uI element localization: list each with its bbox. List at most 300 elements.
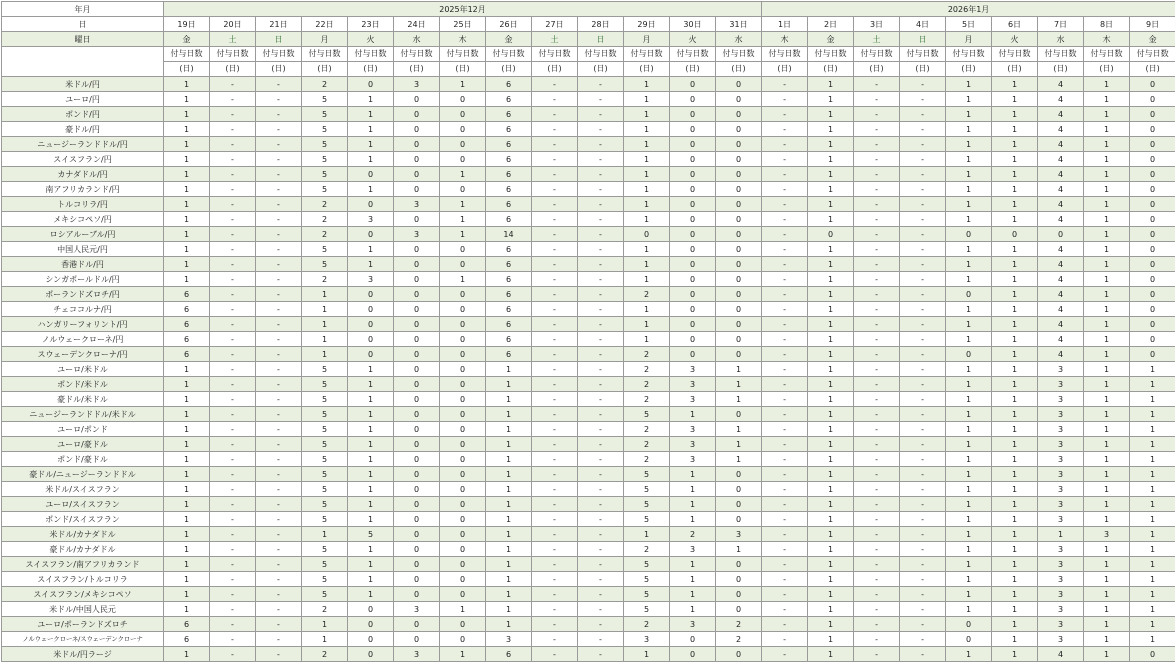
grant-days-cell: - [900, 482, 946, 497]
grant-days-cell: 1 [992, 437, 1038, 452]
grant-days-cell: 0 [348, 647, 394, 662]
grant-days-cell: - [762, 182, 808, 197]
grant-days-cell: 6 [486, 317, 532, 332]
grant-days-cell: 0 [716, 182, 762, 197]
grant-days-cell: - [762, 587, 808, 602]
unit-suffix-header: (日) [900, 62, 946, 77]
grant-days-cell: 1 [946, 362, 992, 377]
grant-days-cell: - [854, 527, 900, 542]
grant-days-cell: 1 [486, 617, 532, 632]
grant-days-cell: 5 [302, 497, 348, 512]
grant-days-cell: 1 [348, 92, 394, 107]
grant-days-cell: 1 [486, 422, 532, 437]
grant-days-cell: 0 [716, 332, 762, 347]
grant-days-cell: - [256, 497, 302, 512]
grant-days-cell: 0 [440, 497, 486, 512]
grant-days-cell: 5 [302, 167, 348, 182]
grant-days-cell: - [210, 392, 256, 407]
grant-days-cell: - [210, 302, 256, 317]
grant-days-cell: - [578, 392, 624, 407]
grant-days-cell: - [256, 152, 302, 167]
grant-days-cell: 3 [1038, 422, 1084, 437]
grant-days-cell: 0 [670, 77, 716, 92]
grant-days-cell: - [900, 572, 946, 587]
grant-days-cell: 0 [394, 392, 440, 407]
grant-days-cell: 1 [1130, 467, 1175, 482]
grant-days-cell: 6 [164, 332, 210, 347]
grant-days-cell: 5 [302, 107, 348, 122]
grant-days-cell: 4 [1038, 197, 1084, 212]
grant-days-cell: 0 [440, 512, 486, 527]
grant-days-cell: 1 [808, 242, 854, 257]
grant-days-cell: 1 [302, 317, 348, 332]
grant-days-cell: 1 [992, 632, 1038, 647]
grant-days-cell: 5 [624, 572, 670, 587]
day-header: 2日 [808, 17, 854, 32]
currency-pair-name: ニュージーランドドル/円 [2, 137, 164, 152]
grant-days-cell: - [854, 512, 900, 527]
grant-days-cell: 2 [302, 602, 348, 617]
day-header: 28日 [578, 17, 624, 32]
table-row [2, 182, 1175, 197]
grant-days-cell: 1 [302, 287, 348, 302]
grant-days-cell: - [762, 632, 808, 647]
grant-days-cell: 1 [1084, 467, 1130, 482]
grant-days-cell: - [256, 347, 302, 362]
grant-days-cell: 3 [1038, 362, 1084, 377]
grant-days-cell: - [210, 362, 256, 377]
grant-days-cell: - [900, 647, 946, 662]
unit-header: 付与日数 [762, 47, 808, 62]
grant-days-cell: 6 [486, 122, 532, 137]
table-row [2, 287, 1175, 302]
grant-days-cell: - [854, 452, 900, 467]
grant-days-cell: 0 [1130, 242, 1175, 257]
grant-days-cell: 0 [808, 227, 854, 242]
grant-days-cell: 4 [1038, 122, 1084, 137]
table-row [2, 317, 1175, 332]
grant-days-cell: 0 [946, 632, 992, 647]
grant-days-cell: 0 [440, 257, 486, 272]
grant-days-cell: 0 [716, 587, 762, 602]
grant-days-cell: - [578, 107, 624, 122]
grant-days-cell: 0 [394, 287, 440, 302]
grant-days-cell: 0 [670, 182, 716, 197]
unit-header: 付与日数 [900, 47, 946, 62]
grant-days-cell: 0 [946, 227, 992, 242]
unit-header: 付与日数 [302, 47, 348, 62]
grant-days-cell: 5 [302, 512, 348, 527]
grant-days-cell: 0 [394, 272, 440, 287]
grant-days-cell: - [532, 362, 578, 377]
grant-days-cell: - [762, 437, 808, 452]
grant-days-cell: 1 [992, 107, 1038, 122]
grant-days-cell: - [532, 317, 578, 332]
grant-days-cell: 1 [808, 392, 854, 407]
grant-days-cell: - [854, 587, 900, 602]
grant-days-cell: 1 [1084, 212, 1130, 227]
grant-days-cell: 1 [1084, 512, 1130, 527]
grant-days-cell: - [532, 497, 578, 512]
grant-days-cell: - [900, 317, 946, 332]
currency-pair-name: 豪ドル/米ドル [2, 392, 164, 407]
grant-days-cell: - [900, 122, 946, 137]
table-body [2, 77, 1175, 662]
grant-days-cell: 1 [1130, 602, 1175, 617]
grant-days-cell: - [532, 152, 578, 167]
table-row [2, 242, 1175, 257]
grant-days-cell: 1 [624, 272, 670, 287]
grant-days-cell: 5 [302, 557, 348, 572]
grant-days-cell: 1 [164, 122, 210, 137]
grant-days-cell: - [762, 482, 808, 497]
grant-days-cell: - [578, 632, 624, 647]
grant-days-cell: - [578, 422, 624, 437]
grant-days-cell: - [532, 452, 578, 467]
weekday-header: 火 [992, 32, 1038, 47]
grant-days-cell: 1 [670, 572, 716, 587]
grant-days-cell: 1 [808, 602, 854, 617]
grant-days-cell: 4 [1038, 212, 1084, 227]
grant-days-cell: - [532, 212, 578, 227]
grant-days-cell: 1 [808, 272, 854, 287]
grant-days-cell: 0 [394, 317, 440, 332]
weekday-header: 月 [946, 32, 992, 47]
grant-days-cell: - [210, 422, 256, 437]
grant-days-cell: 0 [348, 617, 394, 632]
grant-days-cell: 1 [486, 527, 532, 542]
grant-days-cell: 0 [440, 92, 486, 107]
grant-days-cell: - [532, 137, 578, 152]
grant-days-cell: 1 [348, 362, 394, 377]
grant-days-cell: - [854, 197, 900, 212]
grant-days-cell: - [900, 632, 946, 647]
day-header: 9日 [1130, 17, 1175, 32]
grant-days-cell: 0 [348, 317, 394, 332]
table-row [2, 227, 1175, 242]
grant-days-cell: 1 [624, 242, 670, 257]
grant-days-cell: - [900, 242, 946, 257]
grant-days-cell: 6 [486, 347, 532, 362]
grant-days-cell: - [256, 122, 302, 137]
grant-days-cell: 0 [1130, 107, 1175, 122]
grant-days-cell: 0 [716, 137, 762, 152]
grant-days-cell: 0 [670, 107, 716, 122]
grant-days-cell: 0 [670, 152, 716, 167]
currency-pair-name: メキシコペソ/円 [2, 212, 164, 227]
grant-days-cell: - [578, 557, 624, 572]
unit-suffix-header: (日) [210, 62, 256, 77]
grant-days-cell: 0 [670, 287, 716, 302]
grant-days-cell: 6 [164, 617, 210, 632]
grant-days-cell: - [578, 197, 624, 212]
grant-days-cell: - [578, 512, 624, 527]
grant-days-cell: 5 [624, 482, 670, 497]
grant-days-cell: 5 [302, 257, 348, 272]
grant-days-cell: - [578, 572, 624, 587]
grant-days-cell: - [532, 257, 578, 272]
grant-days-cell: - [578, 647, 624, 662]
grant-days-cell: - [578, 527, 624, 542]
grant-days-cell: 4 [1038, 272, 1084, 287]
grant-days-cell: 0 [394, 422, 440, 437]
grant-days-cell: - [256, 602, 302, 617]
grant-days-cell: - [578, 212, 624, 227]
grant-days-cell: - [256, 362, 302, 377]
grant-days-cell: - [532, 467, 578, 482]
grant-days-cell: 0 [716, 557, 762, 572]
grant-days-cell: 5 [302, 152, 348, 167]
currency-pair-name: 米ドル/円ラージ [2, 647, 164, 662]
grant-days-cell: 0 [670, 197, 716, 212]
grant-days-cell: - [900, 332, 946, 347]
grant-days-cell: - [762, 617, 808, 632]
grant-days-cell: - [762, 512, 808, 527]
grant-days-cell: 2 [302, 197, 348, 212]
grant-days-cell: 1 [486, 602, 532, 617]
table-row [2, 617, 1175, 632]
grant-days-cell: 0 [716, 107, 762, 122]
unit-suffix-header: (日) [854, 62, 900, 77]
grant-days-cell: 0 [440, 182, 486, 197]
grant-days-cell: - [578, 317, 624, 332]
grant-days-cell: 1 [946, 317, 992, 332]
grant-days-cell: 0 [1130, 137, 1175, 152]
grant-days-cell: - [854, 242, 900, 257]
grant-days-cell: - [532, 92, 578, 107]
grant-days-cell: 1 [164, 437, 210, 452]
grant-days-cell: 1 [486, 392, 532, 407]
grant-days-cell: 0 [946, 287, 992, 302]
grant-days-cell: 3 [1038, 617, 1084, 632]
grant-days-cell: 0 [440, 542, 486, 557]
grant-days-cell: 3 [1038, 497, 1084, 512]
grant-days-cell: 1 [486, 512, 532, 527]
grant-days-cell: 1 [1084, 392, 1130, 407]
grant-days-cell: 3 [670, 422, 716, 437]
grant-days-cell: 1 [624, 647, 670, 662]
grant-days-cell: 5 [302, 437, 348, 452]
grant-days-cell: 0 [440, 122, 486, 137]
unit-suffix-header: (日) [532, 62, 578, 77]
grant-days-cell: - [900, 362, 946, 377]
grant-days-cell: 1 [992, 377, 1038, 392]
weekday-header: 金 [486, 32, 532, 47]
grant-days-cell: - [900, 422, 946, 437]
grant-days-cell: 1 [992, 332, 1038, 347]
grant-days-cell: 4 [1038, 92, 1084, 107]
grant-days-cell: 0 [716, 227, 762, 242]
grant-days-cell: 1 [992, 167, 1038, 182]
grant-days-cell: 0 [348, 302, 394, 317]
grant-days-cell: - [854, 467, 900, 482]
grant-days-cell: 1 [716, 437, 762, 452]
grant-days-cell: 1 [808, 77, 854, 92]
grant-days-cell: 5 [302, 122, 348, 137]
grant-days-cell: - [578, 302, 624, 317]
grant-days-cell: - [210, 257, 256, 272]
grant-days-cell: 1 [808, 617, 854, 632]
grant-days-cell: 1 [348, 542, 394, 557]
grant-days-cell: 1 [348, 437, 394, 452]
grant-days-cell: - [532, 197, 578, 212]
grant-days-cell: - [256, 377, 302, 392]
grant-days-cell: 3 [486, 632, 532, 647]
grant-days-cell: 0 [716, 467, 762, 482]
unit-header: 付与日数 [624, 47, 670, 62]
grant-days-cell: 6 [486, 287, 532, 302]
grant-days-cell: - [854, 617, 900, 632]
day-header: 3日 [854, 17, 900, 32]
grant-days-cell: 1 [992, 497, 1038, 512]
currency-pair-name: ハンガリーフォリント/円 [2, 317, 164, 332]
grant-days-cell: - [256, 212, 302, 227]
grant-days-cell: - [256, 467, 302, 482]
unit-header: 付与日数 [256, 47, 302, 62]
grant-days-cell: 1 [992, 482, 1038, 497]
grant-days-cell: 1 [486, 497, 532, 512]
grant-days-cell: 1 [164, 362, 210, 377]
grant-days-cell: 1 [164, 542, 210, 557]
grant-days-cell: 6 [486, 137, 532, 152]
grant-days-cell: - [762, 332, 808, 347]
table-row [2, 392, 1175, 407]
grant-days-cell: 6 [486, 332, 532, 347]
unit-suffix-header: (日) [164, 62, 210, 77]
grant-days-cell: - [210, 467, 256, 482]
day-header: 24日 [394, 17, 440, 32]
grant-days-cell: 0 [394, 212, 440, 227]
grant-days-cell: - [900, 257, 946, 272]
grant-days-cell: - [854, 92, 900, 107]
grant-days-cell: 3 [624, 632, 670, 647]
grant-days-cell: - [762, 167, 808, 182]
grant-days-cell: 1 [164, 482, 210, 497]
table-row [2, 497, 1175, 512]
grant-days-cell: 1 [946, 77, 992, 92]
unit-header: 付与日数 [578, 47, 624, 62]
grant-days-cell: 4 [1038, 152, 1084, 167]
grant-days-cell: 1 [624, 182, 670, 197]
grant-days-cell: 1 [348, 242, 394, 257]
grant-days-cell: 5 [624, 602, 670, 617]
grant-days-cell: 1 [992, 182, 1038, 197]
grant-days-cell: - [762, 467, 808, 482]
table-row [2, 452, 1175, 467]
grant-days-cell: 1 [1084, 107, 1130, 122]
grant-days-cell: 5 [624, 497, 670, 512]
grant-days-cell: - [256, 257, 302, 272]
grant-days-cell: 6 [486, 182, 532, 197]
grant-days-cell: 2 [302, 227, 348, 242]
weekday-header: 火 [348, 32, 394, 47]
grant-days-cell: 1 [992, 587, 1038, 602]
grant-days-cell: 1 [624, 92, 670, 107]
grant-days-cell: - [854, 377, 900, 392]
grant-days-cell: 1 [808, 287, 854, 302]
grant-days-cell: 0 [440, 287, 486, 302]
grant-days-cell: 1 [992, 77, 1038, 92]
grant-days-cell: 1 [946, 497, 992, 512]
grant-days-cell: - [578, 467, 624, 482]
grant-days-cell: 5 [302, 587, 348, 602]
grant-days-cell: 1 [348, 152, 394, 167]
grant-days-cell: - [256, 572, 302, 587]
grant-days-cell: 0 [440, 377, 486, 392]
grant-days-cell: - [854, 122, 900, 137]
unit-suffix-header: (日) [1038, 62, 1084, 77]
grant-days-cell: 1 [1084, 497, 1130, 512]
day-header: 4日 [900, 17, 946, 32]
grant-days-cell: 1 [946, 452, 992, 467]
grant-days-cell: 6 [486, 212, 532, 227]
day-header: 19日 [164, 17, 210, 32]
grant-days-cell: - [900, 197, 946, 212]
grant-days-cell: - [256, 632, 302, 647]
grant-days-cell: 14 [486, 227, 532, 242]
grant-days-cell: 3 [670, 542, 716, 557]
grant-days-cell: 0 [716, 77, 762, 92]
grant-days-cell: 1 [808, 302, 854, 317]
grant-days-cell: 0 [348, 197, 394, 212]
grant-days-cell: 1 [808, 482, 854, 497]
unit-header: 付与日数 [1084, 47, 1130, 62]
grant-days-cell: 2 [624, 422, 670, 437]
grant-days-cell: 0 [716, 287, 762, 302]
grant-days-cell: - [210, 242, 256, 257]
grant-days-cell: - [762, 407, 808, 422]
grant-days-cell: 5 [624, 557, 670, 572]
currency-pair-name: 豪ドル/カナダドル [2, 542, 164, 557]
unit-header: 付与日数 [946, 47, 992, 62]
grant-days-cell: - [256, 77, 302, 92]
currency-pair-name: スイスフラン/南アフリカランド [2, 557, 164, 572]
grant-days-cell: 0 [716, 482, 762, 497]
table-row [2, 362, 1175, 377]
grant-days-cell: - [578, 347, 624, 362]
grant-days-cell: 0 [394, 497, 440, 512]
grant-days-cell: - [256, 512, 302, 527]
unit-suffix-header: (日) [1084, 62, 1130, 77]
grant-days-cell: 1 [946, 272, 992, 287]
grant-days-cell: 1 [486, 557, 532, 572]
grant-days-cell: 1 [164, 242, 210, 257]
grant-days-cell: 0 [1130, 182, 1175, 197]
table-row [2, 332, 1175, 347]
grant-days-cell: - [900, 182, 946, 197]
grant-days-cell: - [256, 392, 302, 407]
unit-header: 付与日数 [348, 47, 394, 62]
currency-pair-name: スイスフラン/円 [2, 152, 164, 167]
grant-days-cell: 1 [992, 542, 1038, 557]
table-row [2, 347, 1175, 362]
grant-days-cell: 5 [624, 587, 670, 602]
currency-pair-name: スウェーデンクローナ/円 [2, 347, 164, 362]
unit-header: 付与日数 [808, 47, 854, 62]
grant-days-cell: - [762, 452, 808, 467]
grant-days-cell: - [854, 482, 900, 497]
unit-header: 付与日数 [992, 47, 1038, 62]
grant-days-cell: 1 [992, 617, 1038, 632]
grant-days-cell: 1 [992, 602, 1038, 617]
grant-days-cell: 0 [394, 587, 440, 602]
grant-days-cell: 0 [348, 287, 394, 302]
weekday-header: 日 [578, 32, 624, 47]
table-row [2, 542, 1175, 557]
grant-days-cell: 3 [1038, 467, 1084, 482]
grant-days-cell: - [256, 587, 302, 602]
weekday-header: 月 [302, 32, 348, 47]
